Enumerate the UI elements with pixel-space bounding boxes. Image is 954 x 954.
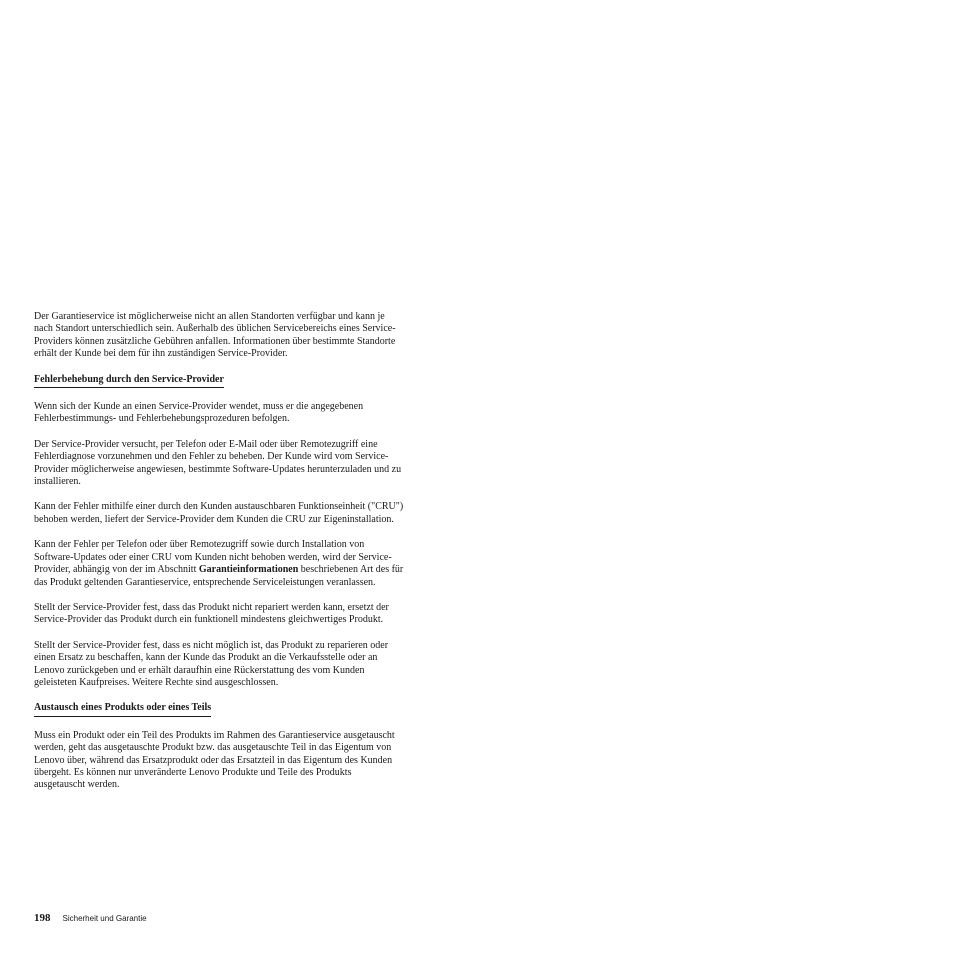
warranty-info-reference: Garantieinformationen (198, 564, 299, 576)
page-number: 198 (34, 912, 51, 924)
section-heading-exchange: Austausch eines Produkts oder eines Teils (34, 702, 211, 716)
section-heading-wrap (34, 702, 404, 729)
paragraph-exchange: Muss ein Produkt oder ein Teil des Produkts im Rahmen des Garantieservice ausgetauscht werden, geht das ausgetauschte Produkt bzw. das ausgetauschte Teil in das Eigentum von Lenovo über, während das Ersatzprodukt oder das Ersatzteil in das Eigentum des Kunden übergeht. Es können nur unveränderte Lenovo Produkte und Teile des Produkts ausgetauscht werden. (34, 729, 395, 791)
paragraph-cru: Kann der Fehler mithilfe einer durch den Kunden austauschbaren Funktionseinheit ("CRU") behoben werden, liefert der Service-Provider dem Kunden die CRU zur Eigeninstallation. (34, 501, 404, 525)
paragraph-replacement: Stellt der Service-Provider fest, dass das Produkt nicht repariert werden kann, ersetzt der Service-Provider das Produkt durch ein funktionell mindestens gleichwertiges Produkt. (34, 601, 389, 626)
section-heading-troubleshooting: Fehlerbehebung durch den Service-Provider (34, 374, 224, 388)
page-footer (34, 912, 147, 924)
paragraph-contact: Wenn sich der Kunde an einen Service-Provider wendet, muss er die angegebenen Fehlerbestimmungs- und Fehlerbehebungsprozeduren befolgen. (34, 401, 364, 425)
paragraph-service-text-before: Kann der Fehler per Telefon oder über Remotezugriff sowie durch Installation von Software-Updates oder einer CRU vom Kunden nicht behoben werden, wird der Service-Provider, abhängig von der im Abschnitt (34, 539, 392, 576)
page-body (34, 311, 404, 805)
section-heading-wrap (34, 374, 404, 401)
paragraph-refund: Stellt der Service-Provider fest, dass es nicht möglich ist, das Produkt zu reparieren oder einen Ersatz zu beschaffen, kann der Kunde das Produkt an die Verkaufsstelle oder an Lenovo zurückgeben und er erhält daraufhin eine Rückerstattung des vom Kunden geleisteten Kaufpreises. Weitere Rechte sind ausgeschlossen. (34, 639, 389, 688)
paragraph-remote-diagnosis: Der Service-Provider versucht, per Telefon oder E-Mail oder über Remotezugriff eine Fehlerdiagnose vorzunehmen und den Fehler zu beheben. Der Kunde wird vom Service-Provider möglicherweise angewiesen, bestimmte Software-Updates herunterzuladen und zu installieren. (34, 438, 402, 488)
paragraph-service-text-after: beschriebenen Art des für das Produkt geltenden Garantieservice, entsprechende Serviceleistungen veranlassen. (34, 564, 404, 588)
intro-paragraph: Der Garantieservice ist möglicherweise nicht an allen Standorten verfügbar und kann je nach Standort unterschiedlich sein. Außerhalb des üblichen Servicebereichs eines Service-Providers können zusätzliche Gebühren anfallen. Informationen über bestimmte Standorte erhält der Kunde bei dem für ihn zuständigen Service-Provider. (34, 311, 396, 360)
paragraph-service-arrangement (34, 539, 404, 589)
book-title: Sicherheit und Garantie (62, 914, 147, 923)
